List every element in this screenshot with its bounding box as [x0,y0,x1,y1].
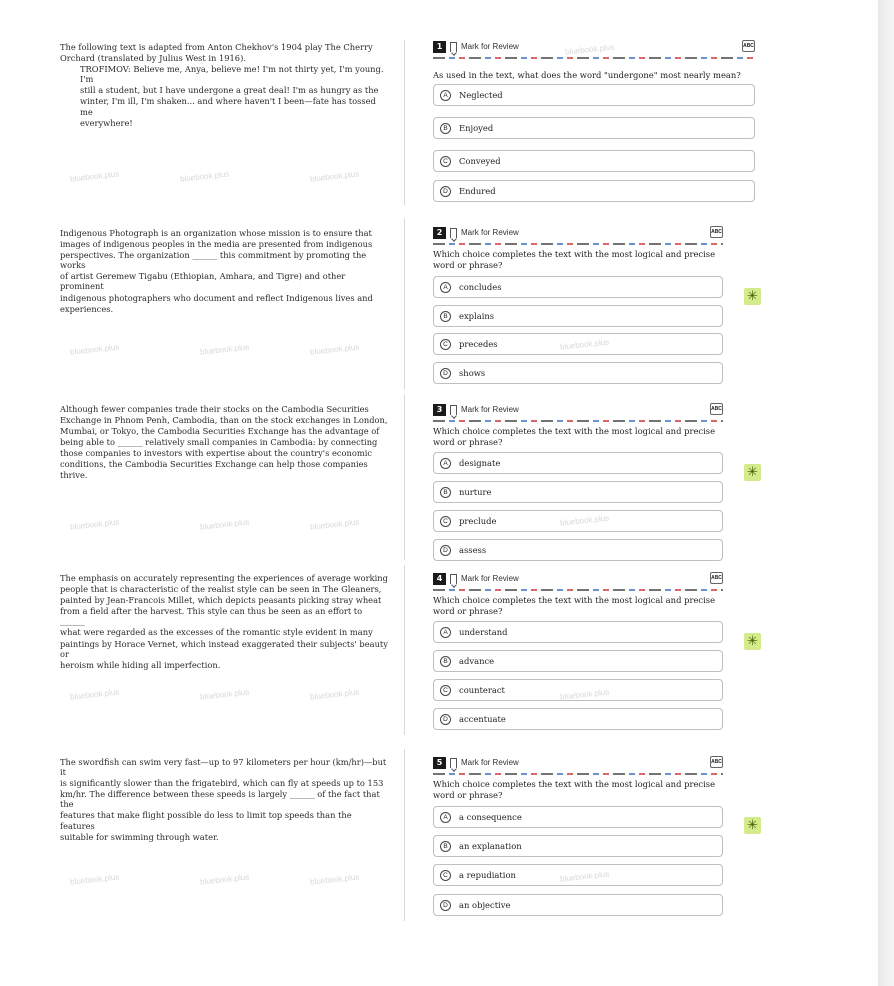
passage-line: Although fewer companies trade their stocks on the Cambodia Securities [60,404,369,414]
choice-letter: B [440,123,451,134]
question-prompt: Which choice completes the text with the most logical and precise word or phrase? [433,249,716,270]
choice-b[interactable] [433,835,723,857]
choice-text: an explanation [459,841,522,851]
passage-line: heroism while hiding all imperfection. [60,659,221,670]
choice-a[interactable] [433,621,723,643]
choice-text: concludes [459,282,502,292]
passage-line: km/hr. The difference between these speeds is largely ______ of the fact that the [60,789,380,810]
watermark: bluebook.plus [309,687,360,702]
choice-letter: D [440,714,451,725]
abc-eliminator-button[interactable]: ABC [710,572,723,584]
passage-line: features that make flight possible do less to limit top speeds than the features [60,810,352,831]
question-header [433,572,723,586]
bookmark-icon[interactable] [450,405,457,415]
passage-line: still a student, but I have undergone a great deal! I'm as hungry as the [80,85,379,96]
mark-for-review-toggle[interactable]: Mark for Review [461,42,519,51]
passage-line: conditions, the Cambodia Securities Exchange can help those companies thrive. [60,459,368,480]
choice-b[interactable] [433,481,723,503]
bookmark-icon[interactable] [450,42,457,52]
header-divider [433,243,723,245]
choice-text: Neglected [459,90,503,100]
choice-d[interactable] [433,894,723,916]
passage-line: Exchange in Phnom Penh, Cambodia, than on the stock exchanges in London, [60,415,388,426]
choice-d[interactable] [433,539,723,561]
abc-eliminator-button[interactable]: ABC [710,403,723,415]
bookmark-icon[interactable] [450,574,457,584]
passage-line: TROFIMOV: Believe me, Anya, believe me! I'm not thirty yet, I'm young. I'm [80,64,384,85]
header-divider [433,773,723,775]
question-header [433,756,723,770]
watermark: bluebook.plus [69,872,120,887]
choice-letter: B [440,841,451,852]
passage-line: perspectives. The organization ______ this commitment by promoting the works [60,250,367,271]
passage-line: The swordfish can swim very fast—up to 97 kilometers per hour (km/hr)—but it [60,757,387,778]
bookmark-icon[interactable] [450,228,457,238]
header-divider [433,589,723,591]
passage-line: experiences. [60,303,114,314]
abc-eliminator-button[interactable]: ABC [710,226,723,238]
watermark: bluebook.plus [179,169,230,184]
passage-3 [60,404,388,481]
choice-text: understand [459,627,508,637]
watermark: bluebook.plus [564,42,615,57]
choice-text: a repudiation [459,870,516,880]
choice-b[interactable] [433,117,755,139]
watermark: bluebook.plus [199,342,250,357]
choice-letter: B [440,656,451,667]
choice-b[interactable] [433,650,723,672]
choice-text: accentuate [459,714,506,724]
choice-letter: B [440,487,451,498]
choice-d[interactable] [433,362,723,384]
choice-letter: A [440,812,451,823]
watermark: bluebook.plus [309,872,360,887]
question-prompt: Which choice completes the text with the most logical and precise word or phrase? [433,595,716,616]
choice-text: Enjoyed [459,123,494,133]
choice-c[interactable] [433,150,755,172]
question-number: 3 [433,404,446,416]
passage-line: The emphasis on accurately representing the experiences of average working [60,573,388,583]
passage-5 [60,757,388,843]
passage-line: from a field after the harvest. This style can thus be seen as an effort to ______ [60,606,363,627]
passage-line: paintings by Horace Vernet, which instead exaggerated their subjects' beauty or [60,638,388,659]
passage-line: suitable for swimming through water. [60,831,219,842]
question-header [433,403,723,417]
passage-line: winter, I'm ill, I'm shaken... and where haven't I been—fate has tossed me [80,96,376,117]
passage-line: everywhere! [80,117,133,128]
choice-text: preclude [459,516,497,526]
column-divider [404,749,405,921]
choice-letter: C [440,516,451,527]
choice-text: assess [459,545,487,555]
watermark: bluebook.plus [69,342,120,357]
passage-line: painted by Jean-Francois Millet, which depicts peasants picking stray wheat [60,595,382,606]
watermark: bluebook.plus [199,872,250,887]
mark-for-review-toggle[interactable]: Mark for Review [461,228,519,237]
watermark: bluebook.plus [69,169,120,184]
question-number: 5 [433,757,446,769]
sparkle-icon[interactable]: ✳ [744,288,761,305]
page-edge-shadow [878,0,894,986]
choice-text: precedes [459,339,498,349]
passage-line: those companies to investors with expertise about the country's economic [60,448,373,459]
choice-letter: D [440,545,451,556]
choice-letter: A [440,627,451,638]
question-number: 2 [433,227,446,239]
choice-letter: D [440,368,451,379]
choice-text: an objective [459,900,511,910]
column-divider [404,394,405,560]
sparkle-icon[interactable]: ✳ [744,633,761,650]
watermark: bluebook.plus [559,337,610,352]
watermark: bluebook.plus [559,513,610,528]
question-header [433,226,723,240]
question-prompt: As used in the text, what does the word "undergone" most nearly mean? [433,70,741,80]
choice-text: advance [459,656,495,666]
mark-for-review-toggle[interactable]: Mark for Review [461,574,519,583]
passage-line: images of indigenous peoples in the media are presented from indigenous [60,239,373,250]
choice-d[interactable] [433,708,723,730]
column-divider [404,40,405,205]
watermark: bluebook.plus [559,869,610,884]
choice-letter: B [440,311,451,322]
choice-a[interactable] [433,452,723,474]
choice-text: shows [459,368,486,378]
passage-line: indigenous photographers who document and reflect Indigenous lives and [60,292,373,303]
abc-eliminator-button[interactable]: ABC [742,40,755,52]
passage-2 [60,228,388,315]
bookmark-icon[interactable] [450,758,457,768]
sparkle-icon[interactable]: ✳ [744,817,761,834]
choice-text: Conveyed [459,156,501,166]
watermark: bluebook.plus [559,687,610,702]
question-number: 4 [433,573,446,585]
choice-text: a consequence [459,812,522,822]
watermark: bluebook.plus [69,687,120,702]
choice-letter: A [440,458,451,469]
choice-letter: C [440,685,451,696]
choice-text: counteract [459,685,505,695]
passage-line: Mumbai, or Tokyo, the Cambodia Securities Exchange has the advantage of [60,426,380,437]
watermark: bluebook.plus [69,517,120,532]
passage-line: what were regarded as the excesses of the romantic style evident in many [60,627,373,638]
choice-letter: D [440,186,451,197]
passage-line: people that is characteristic of the realist style can be seen in The Gleaners, [60,584,382,595]
question-number: 1 [433,41,446,53]
choice-letter: C [440,156,451,167]
question-prompt: Which choice completes the text with the most logical and precise word or phrase? [433,426,716,447]
passage-4 [60,573,388,671]
choice-text: explains [459,311,495,321]
choice-text: Endured [459,186,496,196]
passage-line: Orchard (translated by Julius West in 1916). [60,53,246,64]
choice-text: nurture [459,487,492,497]
choice-text: designate [459,458,501,468]
watermark: bluebook.plus [309,169,360,184]
watermark: bluebook.plus [199,517,250,532]
column-divider [404,565,405,735]
choice-letter: C [440,339,451,350]
passage-line: is significantly slower than the frigatebird, which can fly at speeds up to 153 [60,778,384,789]
passage-line: The following text is adapted from Anton Chekhov's 1904 play The Cherry [60,42,373,52]
watermark: bluebook.plus [199,687,250,702]
mark-for-review-toggle[interactable]: Mark for Review [461,758,519,767]
choice-letter: C [440,870,451,881]
passage-line: of artist Geremew Tigabu (Ethiopian, Amhara, and Tigre) and other prominent [60,271,346,292]
watermark: bluebook.plus [309,342,360,357]
watermark: bluebook.plus [309,517,360,532]
sparkle-icon[interactable]: ✳ [744,464,761,481]
passage-line: being able to ______ relatively small companies in Cambodia: by connecting [60,437,378,448]
choice-a[interactable] [433,806,723,828]
column-divider [404,218,405,390]
choice-letter: A [440,282,451,293]
passage-1 [60,42,388,129]
choice-letter: A [440,90,451,101]
choice-a[interactable] [433,84,755,106]
header-divider [433,420,723,422]
choice-b[interactable] [433,305,723,327]
choice-a[interactable] [433,276,723,298]
choice-letter: D [440,900,451,911]
choice-d[interactable] [433,180,755,202]
header-divider [433,57,755,59]
passage-line: Indigenous Photograph is an organization whose mission is to ensure that [60,228,372,238]
question-prompt: Which choice completes the text with the most logical and precise word or phrase? [433,779,716,800]
mark-for-review-toggle[interactable]: Mark for Review [461,405,519,414]
abc-eliminator-button[interactable]: ABC [710,756,723,768]
